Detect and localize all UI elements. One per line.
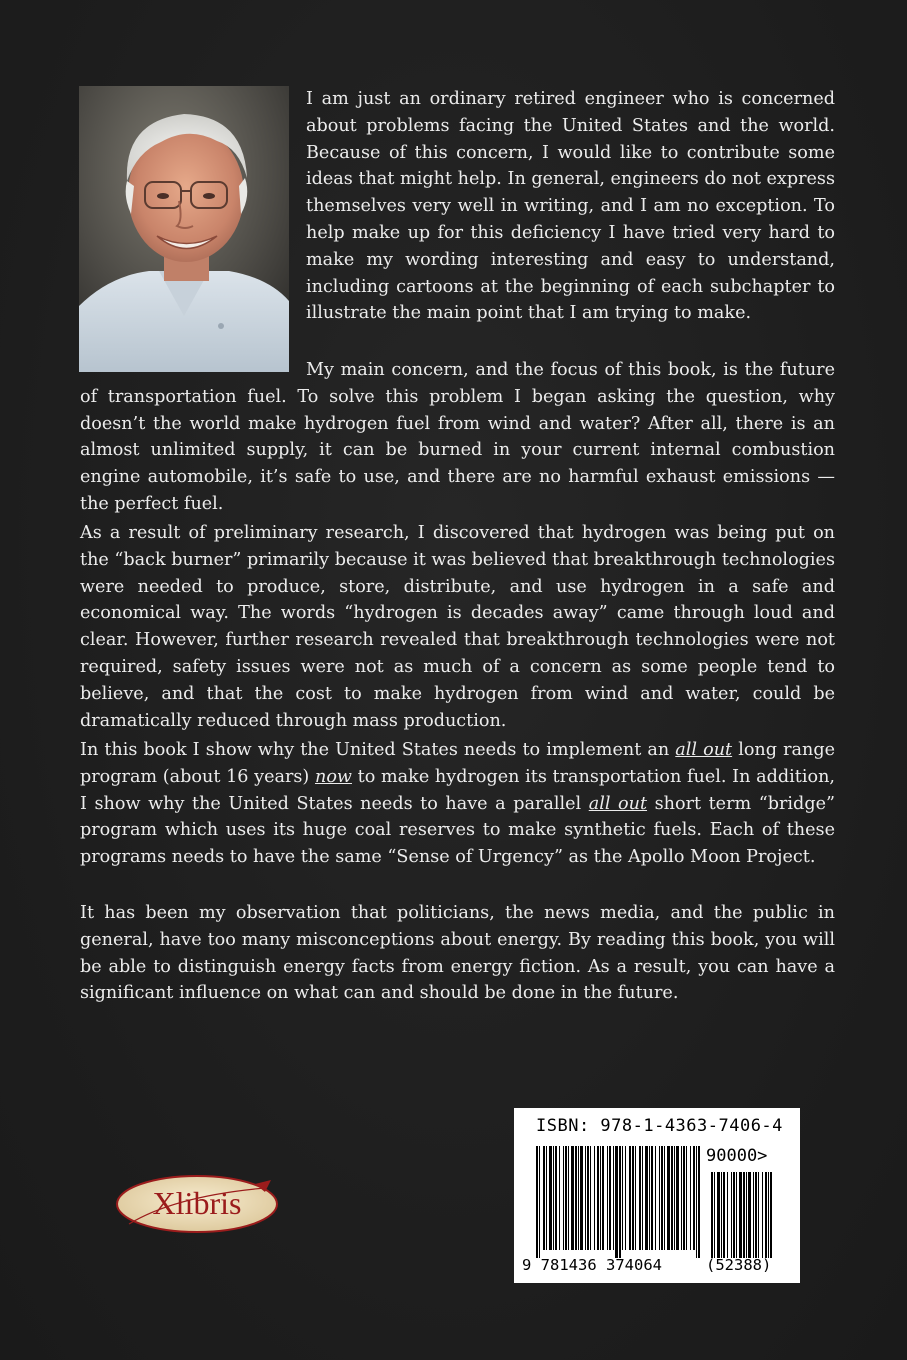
barcode-bar: [549, 1146, 552, 1250]
isbn-label: ISBN: 978-1-4363-7406-4: [536, 1116, 783, 1136]
barcode-bar: [651, 1146, 653, 1250]
p4-text-1: In this book I show why the United States needs to implement an: [80, 740, 676, 760]
logo-text: Xlibris: [152, 1185, 242, 1221]
isbn-barcode: [514, 1108, 800, 1283]
paragraph-main-concern: My main concern, and the focus of this book, is the future of transportation fuel. To solve this problem I began asking the question, why doesn’t the world make hydrogen fuel from wind and water? After all, there is an almost unlimited supply, it can be burned in your current internal combustion engine automobile, it’s safe to use, and there are no harmful exhaust emissions — the perfect fuel.: [80, 360, 835, 514]
barcode-bar: [642, 1146, 643, 1250]
paragraph-intro: I am just an ordinary retired engineer who is concerned about problems facing the United States and the world. Because of this concern, I would like to contribute some ideas that might help. In general, engineers do not express themselves very well in writing, and I am no exception. To help make up for this deficiency I have tried very hard to make my wording interesting and easy to understand, including cartoons at the beginning of each subchapter to illustrate the main point that I am trying to make.: [306, 89, 835, 324]
p4-emphasis-all-out-2: all out: [588, 793, 648, 814]
barcode-bar: [674, 1146, 675, 1250]
barcode-bar: [594, 1146, 595, 1250]
barcode-bar: [543, 1146, 545, 1250]
barcode-bar: [546, 1146, 547, 1250]
barcode-bar: [655, 1146, 656, 1250]
barcode-bar: [563, 1146, 564, 1250]
addon-bar: [746, 1172, 747, 1258]
paragraph-research: As a result of preliminary research, I discovered that hydrogen was being put on the “back burner” primarily because it was believed that breakthrough technologies were needed to produce, store, distribute, and use hydrogen in a safe and economical way. The words “hydrogen is decades away” came through loud and clear. However, further research revealed that breakthrough technologies were not required, safety issues were not as much of a concern as some people tend to believe, and that the cost to make hydrogen from wind and water, could be dramatically reduced through mass production.: [80, 523, 835, 731]
barcode-bar: [609, 1146, 611, 1250]
barcode-bar: [607, 1146, 608, 1250]
p4-text-2: long range program (about 16 years): [80, 740, 835, 787]
barcode-bar: [553, 1146, 554, 1250]
barcode-bar: [571, 1146, 574, 1250]
publisher-logo: [115, 1174, 280, 1234]
addon-bar: [717, 1172, 720, 1258]
barcode-bar: [639, 1146, 641, 1250]
barcode-bar: [565, 1146, 567, 1250]
barcode-bar: [659, 1146, 660, 1250]
barcode-bar: [559, 1146, 560, 1250]
addon-bar: [721, 1172, 722, 1258]
addon-bar: [770, 1172, 772, 1258]
barcode-bar: [635, 1146, 636, 1250]
barcode-bar: [632, 1146, 634, 1250]
addon-bar: [762, 1172, 763, 1258]
addon-bar: [723, 1172, 725, 1258]
addon-bar: [731, 1172, 732, 1258]
barcode-bar: [615, 1146, 618, 1258]
barcode-bar: [667, 1146, 670, 1250]
addon-bar: [765, 1172, 767, 1258]
barcode-bar: [613, 1146, 614, 1250]
barcode-bar: [629, 1146, 631, 1250]
barcode-bar: [575, 1146, 577, 1250]
barcode-bar: [686, 1146, 687, 1250]
addon-bar: [714, 1172, 715, 1258]
p4-text-3: to make hydrogen its transportation fuel. In addition, I show why the United States needs to have a parallel: [80, 766, 835, 814]
barcode-bar: [693, 1146, 695, 1250]
addon-bar: [733, 1172, 735, 1258]
barcode-bar: [585, 1146, 586, 1250]
barcode-bar: [676, 1146, 679, 1250]
addon-bar: [755, 1172, 757, 1258]
barcode-bar: [555, 1146, 557, 1250]
barcode-bar: [539, 1146, 540, 1258]
barcode-bar: [536, 1146, 538, 1258]
barcode-bar: [580, 1146, 583, 1250]
barcode-bar: [681, 1146, 682, 1250]
barcode-bar: [671, 1146, 673, 1250]
barcode-bar: [587, 1146, 589, 1250]
price-addon: 90000>: [706, 1146, 768, 1166]
price-code: (52388): [706, 1256, 772, 1274]
paragraph-observation: It has been my observation that politicians, the news media, and the public in general, have too many misconceptions about energy. By reading this book, you will be able to distinguish energy facts from energy fiction. As a result, you can have a significant influence on what can and should be done in the future.: [80, 903, 835, 1004]
addon-bar: [743, 1172, 745, 1258]
addon-bar: [727, 1172, 728, 1258]
author-photo: [79, 86, 289, 372]
author-portrait-image: [79, 86, 289, 372]
barcode-bar: [590, 1146, 591, 1250]
barcode-bar: [661, 1146, 663, 1250]
barcode-bar: [578, 1146, 579, 1250]
barcode-bar: [600, 1146, 601, 1250]
p4-emphasis-now: now: [314, 766, 352, 787]
barcode-bar: [683, 1146, 685, 1250]
addon-bar: [711, 1172, 713, 1258]
barcode-bar: [602, 1146, 604, 1250]
barcode-bar: [597, 1146, 599, 1250]
ean-digits: 9 781436 374064: [522, 1256, 662, 1274]
barcode-bar: [619, 1146, 621, 1258]
paragraph-programs: [80, 737, 835, 871]
p4-text-4: short term “bridge” program which uses its huge coal reserves to make synthetic fuels. Each of these programs needs to have the same “Sense of Urgency” as the Apollo Moon Project.: [80, 793, 835, 868]
barcode-bar: [649, 1146, 650, 1250]
barcode-bar: [625, 1146, 626, 1250]
addon-bar: [736, 1172, 737, 1258]
barcode-bar: [645, 1146, 648, 1250]
barcode-bar: [698, 1146, 700, 1258]
addon-bar: [753, 1172, 754, 1258]
addon-bar: [758, 1172, 759, 1258]
addon-bar: [748, 1172, 751, 1258]
barcode-bar: [664, 1146, 665, 1250]
barcode-bar: [622, 1146, 623, 1250]
barcode-bar: [696, 1146, 697, 1258]
addon-bar: [739, 1172, 742, 1258]
addon-bar: [768, 1172, 769, 1258]
barcode-bar: [568, 1146, 569, 1250]
barcode-bar: [690, 1146, 691, 1250]
xlibris-logo-icon: [115, 1174, 280, 1234]
p4-emphasis-all-out-1: all out: [675, 740, 733, 760]
